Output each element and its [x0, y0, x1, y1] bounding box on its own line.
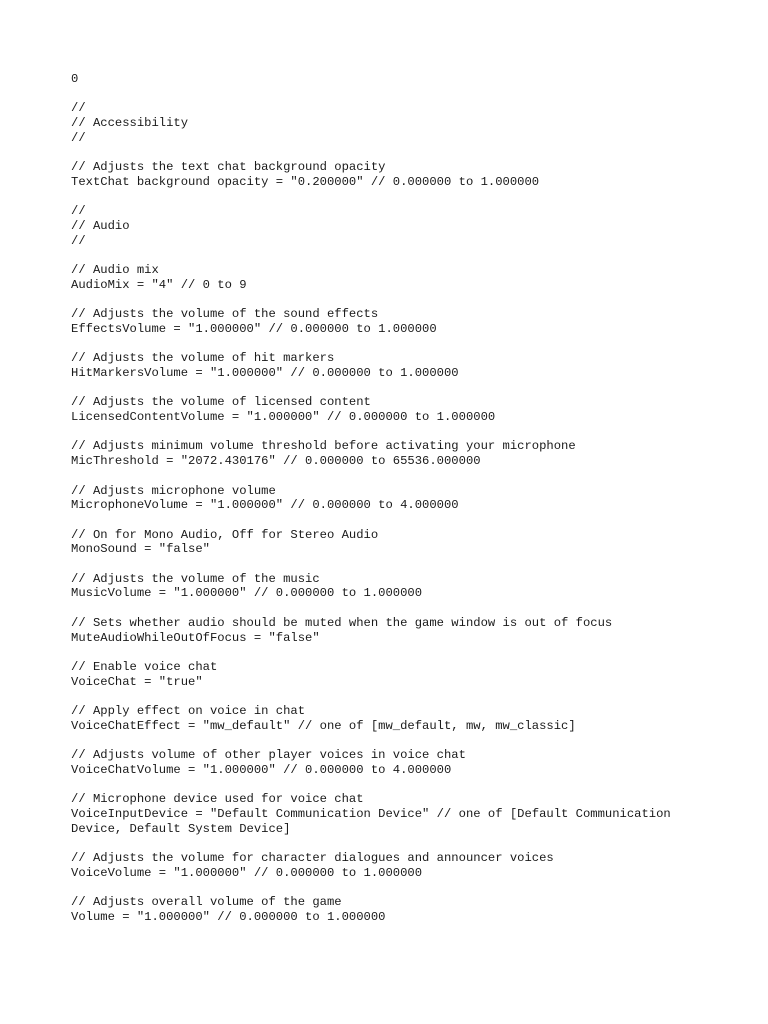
setting-line: 0 — [71, 72, 79, 86]
comment-line: // Microphone device used for voice chat — [71, 792, 364, 807]
comment-line: // Adjusts volume of other player voices in voice chat — [71, 748, 466, 763]
comment-line: // Audio — [71, 218, 130, 233]
comment-line: // Adjusts the volume of the music — [71, 571, 320, 586]
setting-line: VoiceChatEffect = "mw_default" // one of [mw_default, mw, mw_classic] — [71, 718, 576, 733]
comment-line: // Enable voice chat — [71, 659, 218, 674]
setting-line: VoiceChatVolume = "1.000000" // 0.000000 to 4.000000 — [71, 762, 452, 777]
comment-line: // Sets whether audio should be muted when the game window is out of focus — [71, 615, 613, 630]
setting-line: TextChat background opacity = "0.200000" // 0.000000 to 1.000000 — [71, 174, 540, 189]
blank-line — [71, 601, 711, 616]
comment-line: // Adjusts the volume of the sound effects — [71, 307, 379, 322]
setting-line: MusicVolume = "1.000000" // 0.000000 to 1.000000 — [71, 586, 423, 601]
comment-line: // Adjusts the volume of hit markers — [71, 351, 335, 366]
comment-line: // — [71, 233, 86, 248]
setting-line: Device, Default System Device] — [71, 821, 291, 836]
blank-line — [71, 469, 711, 484]
comment-line: // Apply effect on voice in chat — [71, 704, 306, 719]
comment-line: // Audio mix — [71, 263, 159, 278]
setting-line: VoiceChat = "true" — [71, 674, 203, 689]
setting-line: MuteAudioWhileOutOfFocus = "false" — [71, 630, 320, 645]
setting-line: EffectsVolume = "1.000000" // 0.000000 to 1.000000 — [71, 321, 437, 336]
blank-line — [71, 689, 711, 704]
comment-line: // Adjusts microphone volume — [71, 483, 276, 498]
blank-line — [71, 880, 711, 895]
comment-line: // Accessibility — [71, 116, 189, 131]
blank-line — [71, 337, 711, 352]
comment-line: // On for Mono Audio, Off for Stereo Audio — [71, 527, 379, 542]
comment-line: // Adjusts the text chat background opacity — [71, 160, 386, 175]
blank-line — [71, 513, 711, 528]
blank-line — [71, 425, 711, 440]
comment-line: // Adjusts minimum volume threshold before activating your microphone — [71, 439, 576, 454]
blank-line — [71, 381, 711, 396]
comment-line: // — [71, 101, 86, 116]
setting-line: AudioMix = "4" // 0 to 9 — [71, 277, 247, 292]
setting-line: MicThreshold = "2072.430176" // 0.000000 to 65536.000000 — [71, 454, 481, 469]
comment-line: // — [71, 204, 86, 219]
comment-line: // Adjusts the volume for character dialogues and announcer voices — [71, 851, 554, 865]
setting-line: MicrophoneVolume = "1.000000" // 0.000000 to 4.000000 — [71, 498, 459, 513]
blank-line — [71, 645, 711, 660]
blank-line — [71, 87, 711, 102]
blank-line — [71, 557, 711, 572]
comment-line: // Adjusts the volume of licensed content — [71, 395, 371, 410]
blank-line — [71, 190, 711, 205]
setting-line: VoiceVolume = "1.000000" // 0.000000 to 1.000000 — [71, 865, 423, 880]
blank-line — [71, 292, 711, 307]
blank-line — [71, 248, 711, 263]
config-document — [71, 72, 711, 925]
blank-line — [71, 836, 711, 851]
setting-line: Volume = "1.000000" // 0.000000 to 1.000000 — [71, 909, 386, 924]
blank-line — [71, 733, 711, 748]
blank-line — [71, 146, 711, 161]
comment-line: // Adjusts overall volume of the game — [71, 895, 342, 910]
blank-line — [71, 778, 711, 793]
setting-line: MonoSound = "false" — [71, 542, 210, 557]
setting-line: VoiceInputDevice = "Default Communication Device" // one of [Default Communication — [71, 806, 671, 821]
comment-line: // — [71, 130, 86, 145]
setting-line: LicensedContentVolume = "1.000000" // 0.000000 to 1.000000 — [71, 410, 496, 425]
setting-line: HitMarkersVolume = "1.000000" // 0.000000 to 1.000000 — [71, 365, 459, 380]
